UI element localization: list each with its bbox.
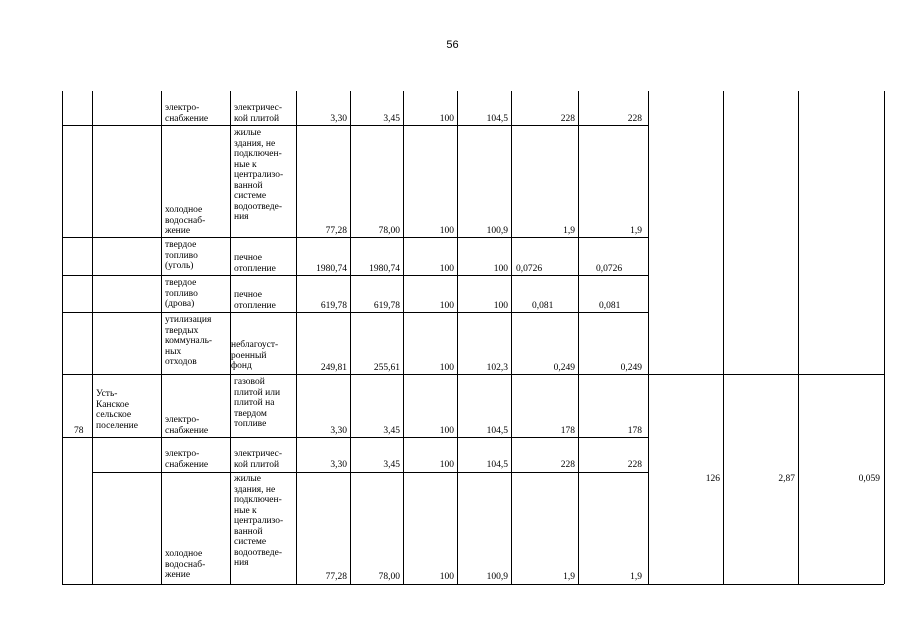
value-cell: 0,081 [532,301,554,311]
value-cell: 1,9 [630,572,642,582]
value-cell: 178 [560,426,575,436]
value-cell: 228 [560,460,575,470]
value-cell: 100 [439,226,454,236]
value-cell: 102,3 [486,363,508,373]
resource-cell: электро- снабжение [165,449,209,470]
value-cell: 100 [439,301,454,311]
consumer-cell: неблагоуст- роенный фонд [231,340,279,371]
value-cell: 1,9 [563,226,575,236]
value-cell: 100 [493,264,508,274]
value-cell: 228 [560,114,575,124]
value-cell: 1,9 [630,226,642,236]
value-cell: 228 [627,460,642,470]
value-cell: 3,45 [383,114,400,124]
value-cell: 100,9 [486,572,508,582]
summary-value: 2,87 [778,474,795,484]
resource-cell: холодное водоснаб- жение [165,549,206,580]
value-cell: 3,30 [330,114,347,124]
value-cell: 619,78 [373,301,400,311]
value-cell: 1980,74 [369,264,400,274]
value-cell: 100,9 [486,226,508,236]
resource-cell: твердое топливо (уголь) [165,240,198,271]
value-cell: 77,28 [325,572,347,582]
value-cell: 104,5 [486,114,508,124]
summary-value: 0,059 [858,474,880,484]
value-cell: 100 [439,114,454,124]
value-cell: 1,9 [563,572,575,582]
consumer-cell: печное отопление [234,290,276,311]
value-cell: 78,00 [378,572,400,582]
value-cell: 104,5 [486,460,508,470]
consumer-cell: жилые здания, не подключен- ные к централизо- ванной системе водоотведе- ния [234,474,284,568]
value-cell: 77,28 [325,226,347,236]
resource-cell: электро- снабжение [165,103,209,124]
value-cell: 104,5 [486,426,508,436]
value-cell: 3,30 [330,460,347,470]
row-number: 78 [74,426,84,436]
value-cell: 3,45 [383,426,400,436]
value-cell: 0,0726 [596,264,623,274]
resource-cell: утилизация твердых коммуналь- ных отходов [165,315,213,367]
consumer-cell: газовой плитой или плитой на твердом топливе [234,377,281,429]
value-cell: 228 [627,114,642,124]
value-cell: 255,61 [373,363,400,373]
value-cell: 78,00 [378,226,400,236]
settlement-name: Усть- Канское сельское поселение [96,389,138,431]
value-cell: 3,30 [330,426,347,436]
consumer-cell: жилые здания, не подключен- ные к централизо- ванной системе водоотведе- ния [234,128,284,222]
consumer-cell: электричес- кой плитой [234,449,283,470]
value-cell: 1980,74 [316,264,347,274]
value-cell: 100 [439,460,454,470]
page-number: 56 [446,39,459,51]
consumer-cell: печное отопление [234,253,276,274]
value-cell: 619,78 [320,301,347,311]
value-cell: 3,45 [383,460,400,470]
resource-cell: холодное водоснаб- жение [165,205,206,236]
value-cell: 0,0726 [516,264,543,274]
value-cell: 0,249 [620,363,642,373]
resource-cell: твердое топливо (дрова) [165,278,198,309]
value-cell: 178 [627,426,642,436]
value-cell: 100 [439,572,454,582]
value-cell: 100 [439,264,454,274]
value-cell: 100 [439,363,454,373]
value-cell: 100 [493,301,508,311]
value-cell: 0,081 [599,301,621,311]
value-cell: 100 [439,426,454,436]
resource-cell: электро- снабжение [165,415,209,436]
summary-value: 126 [705,474,720,484]
consumer-cell: электричес- кой плитой [234,103,283,124]
value-cell: 0,249 [553,363,575,373]
value-cell: 249,81 [320,363,347,373]
